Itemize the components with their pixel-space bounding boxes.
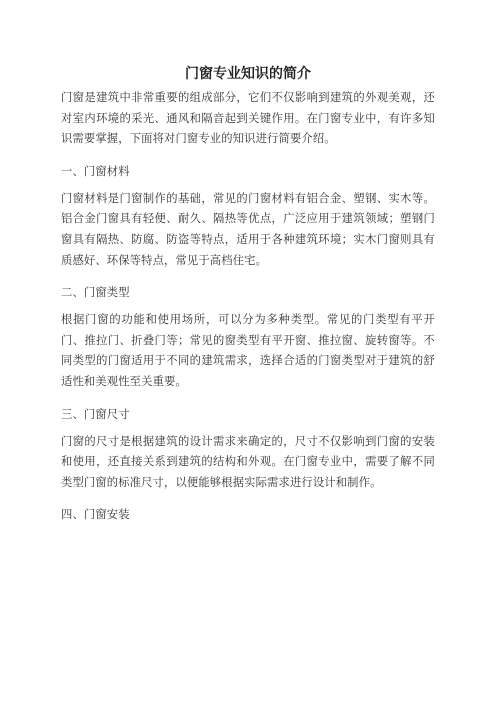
section-body: 门窗的尺寸是根据建筑的设计需求来确定的，尺寸不仅影响到门窗的安装和使用，还直接关系到建筑的结构和外观。在门窗专业中，需要了解不同类型门窗的标准尺寸，以便能够根据实际需求进行设计和制作。 <box>61 434 435 489</box>
section-sizes <box>61 405 435 494</box>
section-heading: 一、门窗材料 <box>61 164 130 178</box>
section-body: 根据门窗的功能和使用场所，可以分为多种类型。常见的门类型有平开门、推拉门、折叠门等；常见的窗类型有平开窗、推拉窗、旋转窗等。不同类型的门窗适用于不同的建筑需求，选择合适的门窗类型对于建筑的舒适性和美观性至关重要。 <box>61 313 435 388</box>
section-heading: 四、门窗安装 <box>61 508 130 522</box>
section-heading: 三、门窗尺寸 <box>61 407 130 421</box>
section-types <box>61 283 435 392</box>
document-page <box>61 64 435 537</box>
section-installation <box>61 505 435 525</box>
section-body: 门窗材料是门窗制作的基础，常见的门窗材料有铝合金、塑钢、实木等。铝合金门窗具有轻便、耐久、隔热等优点，广泛应用于建筑领域；塑钢门窗具有隔热、防腐、防盗等特点，适用于各种建筑环境；实木门窗则具有质感好、环保等特点，常见于高档住宅。 <box>61 191 435 267</box>
intro-paragraph: 门窗是建筑中非常重要的组成部分，它们不仅影响到建筑的外观美观，还对室内环境的采光、通风和隔音起到关键作用。在门窗专业中，有许多知识需要掌握，下面将对门窗专业的知识进行简要介绍。 <box>61 91 435 146</box>
section-heading: 二、门窗类型 <box>61 286 130 300</box>
section-materials <box>61 162 435 271</box>
document-title: 门窗专业知识的简介 <box>185 66 311 82</box>
